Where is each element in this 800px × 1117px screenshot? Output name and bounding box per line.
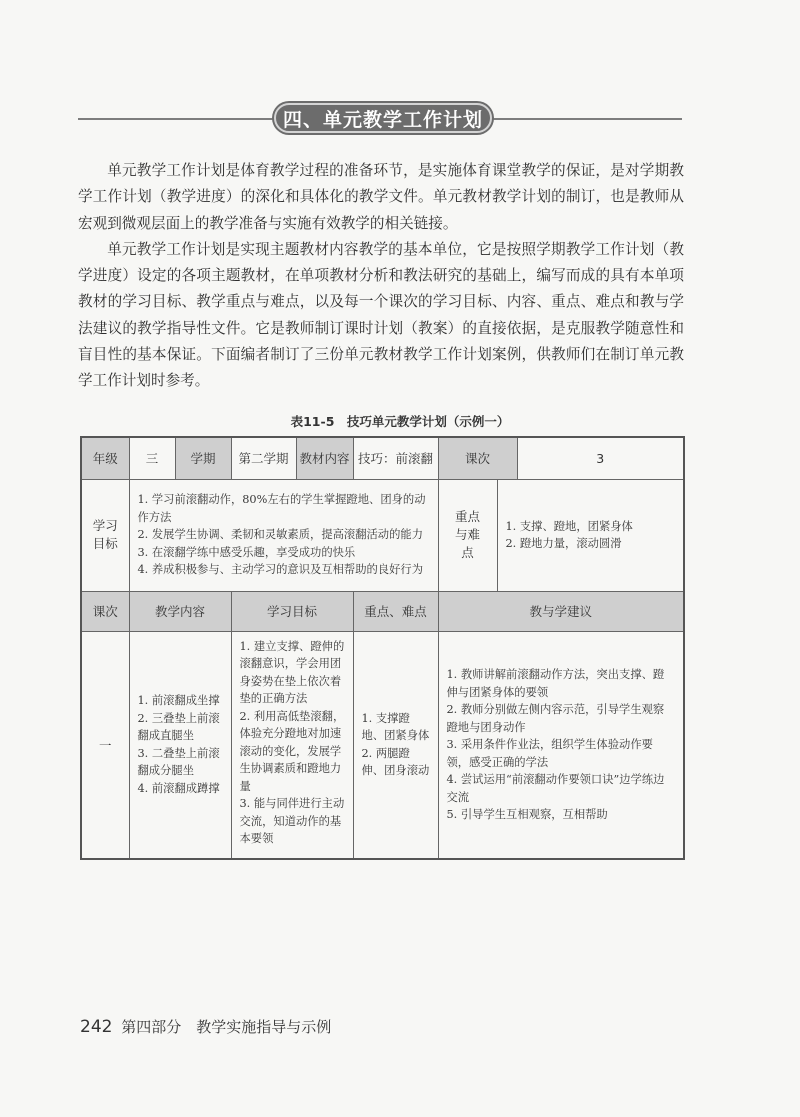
objectives-list bbox=[240, 638, 345, 848]
lesson-number: 一 bbox=[81, 631, 129, 859]
col-header-objectives: 学习目标 bbox=[231, 591, 353, 631]
list-item: 2. 利用高低垫滚翻，体验充分蹬地对加速滚动的变化，发展学生协调素质和蹬地力量 bbox=[239, 709, 345, 793]
list-item: 2. 教师分别做左侧内容示范，引导学生观察蹬地与团身动作 bbox=[446, 703, 665, 734]
list-item: 1. 前滚翻成坐撑 bbox=[137, 694, 220, 708]
list-item: 3. 采用条件作业法，组织学生体验动作要领，感受正确的学法 bbox=[446, 738, 653, 769]
grade-value: 三 bbox=[129, 437, 175, 479]
col-header-content: 教学内容 bbox=[129, 591, 231, 631]
lesson-advice-cell bbox=[438, 631, 684, 859]
col-header-lesson: 课次 bbox=[81, 591, 129, 631]
keypoints-cell bbox=[497, 479, 684, 591]
goals-cell bbox=[129, 479, 438, 591]
term-value: 第二学期 bbox=[231, 437, 296, 479]
table-row bbox=[81, 479, 684, 591]
list-item: 2. 两腿蹬伸、团身滚动 bbox=[361, 746, 430, 778]
body-text bbox=[78, 158, 684, 395]
paragraph: 单元教学工作计划是体育教学过程的准备环节，是实施体育课堂教学的保证，是对学期教学工作计划（教学进度）的深化和具体化的教学文件。单元教材教学计划的制订，也是教师从宏观到微观层面上的教学准备与实施有效教学的相关链接。 bbox=[78, 162, 684, 232]
list-item: 4. 尝试运用“前滚翻动作要领口诀”边学练边交流 bbox=[446, 773, 665, 804]
list-item: 1. 建立支撑、蹬伸的滚翻意识，学会用团身姿势在垫上依次着垫的正确方法 bbox=[239, 639, 345, 705]
list-item: 1. 学习前滚翻动作，80%左右的学生掌握蹬地、团身的动作方法 bbox=[137, 493, 426, 524]
list-item: 3. 二叠垫上前滚翻成分腿坐 bbox=[137, 746, 220, 778]
term-label: 学期 bbox=[175, 437, 231, 479]
lessons-label: 课次 bbox=[438, 437, 517, 479]
footer-section-text: 第四部分 教学实施指导与示例 bbox=[121, 1018, 332, 1036]
list-item: 2. 三叠垫上前滚翻成直腿坐 bbox=[137, 711, 220, 743]
section-title: 四、单元教学工作计划 bbox=[274, 103, 492, 133]
list-item: 3. 在滚翻学练中感受乐趣，享受成功的快乐 bbox=[137, 545, 356, 559]
list-item: 2. 发展学生协调、柔韧和灵敏素质，提高滚翻活动的能力 bbox=[137, 528, 423, 542]
col-header-advice: 教与学建议 bbox=[438, 591, 684, 631]
list-item: 4. 养成积极参与、主动学习的意识及互相帮助的良好行为 bbox=[137, 563, 423, 577]
section-heading bbox=[78, 102, 682, 134]
focus-list bbox=[362, 710, 430, 780]
keypoints-list bbox=[506, 518, 676, 553]
list-item: 3. 能与同伴进行主动交流，知道动作的基本要领 bbox=[239, 797, 345, 845]
advice-list bbox=[447, 666, 676, 824]
lesson-content-cell bbox=[129, 631, 231, 859]
content-list bbox=[138, 692, 223, 797]
material-value: 技巧：前滚翻 bbox=[353, 437, 438, 479]
keypoints-label: 重点与难点 bbox=[438, 479, 497, 591]
list-item: 1. 教师讲解前滚翻动作方法，突出支撑、蹬伸与团紧身体的要领 bbox=[446, 668, 665, 699]
list-item: 5. 引导学生互相观察，互相帮助 bbox=[446, 808, 608, 821]
page-number: 242 bbox=[80, 1017, 113, 1037]
col-header-focus: 重点、难点 bbox=[353, 591, 438, 631]
paragraph: 单元教学工作计划是实现主题教材内容教学的基本单位，它是按照学期教学工作计划（教学进度）设定的各项主题教材，在单项教材分析和教法研究的基础上，编写而成的具有本单项教材的学习目标、教学重点与难点，以及每一个课次的学习目标、内容、重点、难点和教与学法建议的教学指导性文件。它是教师制订课时计划（教案）的直接依据，是克服教学随意性和盲目性的基本保证。下面编者制订了三份单元教材教学工作计划案例，供教师们在制订单元教学工作计划时参考。 bbox=[78, 240, 684, 390]
lesson-row bbox=[81, 631, 684, 859]
grade-label: 年级 bbox=[81, 437, 129, 479]
goals-list bbox=[138, 491, 430, 579]
lesson-focus-cell bbox=[353, 631, 438, 859]
lessons-value: 3 bbox=[517, 437, 684, 479]
list-item: 2. 蹬地力量，滚动圆滑 bbox=[505, 537, 622, 550]
material-label: 教材内容 bbox=[296, 437, 353, 479]
column-header-row bbox=[81, 591, 684, 631]
page-footer bbox=[80, 1016, 331, 1037]
list-item: 1. 支撑、蹬地，团紧身体 bbox=[505, 519, 633, 533]
table-row bbox=[81, 437, 684, 479]
table-caption: 表11-5 技巧单元教学计划（示例一） bbox=[290, 414, 510, 429]
unit-plan-table bbox=[80, 436, 685, 860]
goals-label: 学习目标 bbox=[81, 479, 129, 591]
lesson-objectives-cell bbox=[231, 631, 353, 859]
list-item: 4. 前滚翻成蹲撑 bbox=[137, 781, 220, 795]
list-item: 1. 支撑蹬地、团紧身体 bbox=[361, 711, 430, 743]
